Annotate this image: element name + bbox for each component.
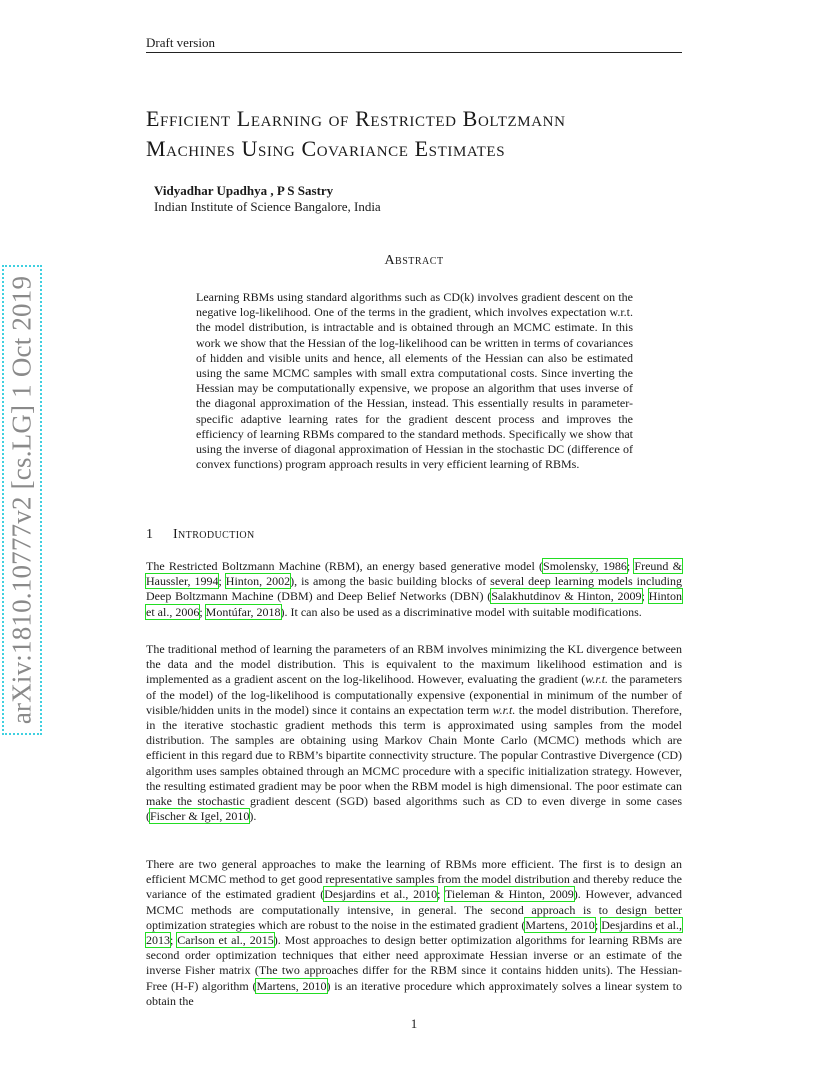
text-run: ;	[626, 559, 635, 573]
emphasis-text: w.r.t.	[585, 672, 609, 687]
citation-link[interactable]: Carlson et al., 2015	[177, 933, 274, 948]
citation-link[interactable]: Freund & Haussler, 1994	[146, 559, 682, 589]
citation-link[interactable]: Desjardins et al., 2010	[324, 887, 438, 902]
paper-title	[146, 104, 706, 164]
citation-link[interactable]: Hinton et al., 2006	[146, 589, 682, 619]
citation-link[interactable]: Salakhutdinov & Hinton, 2009	[491, 589, 642, 604]
text-run: ). However, advanced MCMC methods are computationally intensive, in general. The second approach is to design better optimization strategies which are robust to the noise in the estimated gradient (	[146, 887, 682, 932]
text-run: ). Most approaches to design better optimization algorithms for learning RBMs are second order optimization techniques that either need approximate Hessian inverse or an estimate of the inverse Fisher matrix (The two approaches differ for the RBM since it contains hidden units). The Hessian-Free (H-F) algorithm (	[146, 933, 682, 993]
text-run: ;	[594, 917, 602, 932]
text-run: The traditional method of learning the parameters of an RBM involves minimizing the KL divergence between the data and the model distribution. This is equivalent to the maximum likelihood estimation and is implemented as a gradient ascent on the log-likelihood. However, evaluating the gradient (	[146, 642, 682, 687]
citation-link[interactable]: Hinton, 2002	[225, 574, 291, 589]
intro-paragraph-2	[146, 642, 682, 824]
text-run: The Restricted Boltzmann Machine (RBM), an energy based generative model (	[146, 559, 544, 573]
abstract-body: Learning RBMs using standard algorithms such as CD(k) involves gradient descent on the negative log-likelihood. One of the terms in the gradient, which involves expectation w.r.t. the model distribution, is intractable and is obtained through an MCMC estimate. In this work we show that the Hessian of the log-likelihood can be written in terms of covariances of hidden and visible units and hence, all elements of the Hessian can also be estimated using the same MCMC samples with small extra computational costs. Since inverting the Hessian may be computationally expensive, we propose an algorithm that uses inverse of the diagonal approximation of the Hessian, instead. This essentially results in parameter-specific adaptive learning rates for the gradient descent process and improves the efficiency of learning RBMs compared to the standard methods. Specifically we show that using the inverse of diagonal approximation of Hessian in the stochastic DC (difference of convex functions) program approach results in very efficient learning of RBMs.	[196, 290, 633, 472]
text-run: ;	[641, 589, 649, 604]
citation-link[interactable]: Tieleman & Hinton, 2009	[444, 887, 574, 902]
text-run: ), is among the basic building blocks of several deep learning models including Deep Boltzmann Machine (DBM) and Deep Belief Networks (DBN) (	[146, 574, 682, 604]
header-rule	[146, 52, 682, 53]
intro-paragraph-1	[146, 559, 682, 620]
title-line-2: Machines Using Covariance Estimates	[146, 136, 506, 161]
text-run: There are two general approaches to make the learning of RBMs more efficient. The first is to design an efficient MCMC method to get good representative samples from the model distribution and thereby reduce the variance of the estimated gradient (	[146, 857, 682, 902]
authors: Vidyadhar Upadhya , P S Sastry	[154, 183, 334, 198]
text-run: ).	[249, 809, 257, 824]
citation-link[interactable]: Martens, 2010	[525, 917, 595, 932]
citation-link[interactable]: Montúfar, 2018	[205, 604, 281, 619]
text-run: ) is an iterative procedure which approximately solves a linear system to obtain the	[146, 978, 682, 1008]
running-header: Draft version	[146, 35, 215, 50]
affiliation: Indian Institute of Science Bangalore, India	[154, 199, 381, 214]
emphasis-text: w.r.t.	[492, 702, 516, 717]
text-run: ;	[437, 887, 445, 902]
page-number: 1	[410, 1016, 418, 1031]
title-line-1: Efficient Learning of Restricted Boltzmann	[146, 106, 566, 131]
citation-link[interactable]: Fischer & Igel, 2010	[150, 809, 250, 824]
text-run: the model distribution. Therefore, in the iterative stochastic gradient methods this term is approximated using samples from the model distribution. The samples are obtaining using Markov Chain Monte Carlo (MCMC) methods which are efficient in this regard due to RBM’s bipartite connectivity structure. The popular Contrastive Divergence (CD) algorithm uses samples obtained through an MCMC procedure with a specific initialization strategy. However, the resulting estimated gradient may be poor when the RBM model is high dimensional. The poor estimate can make the stochastic gradient descent (SGD) based algorithms such as CD to even diverge in some cases (	[146, 702, 682, 824]
abstract-heading: Abstract	[384, 253, 444, 268]
text-run: ;	[199, 604, 206, 619]
citation-link[interactable]: Smolensky, 1986	[543, 559, 627, 573]
arxiv-side-stamp[interactable]	[2, 265, 42, 735]
text-run: the parameters of the model) of the log-likelihood is computationally expensive (exponential in minimum of the number of visible/hidden units in the model) since it contains an expectation term	[146, 672, 683, 717]
intro-paragraph-3	[146, 857, 682, 1009]
text-run: ;	[170, 933, 178, 948]
citation-link[interactable]: Martens, 2010	[256, 978, 327, 993]
section-number: 1	[146, 527, 153, 542]
text-run: ). It can also be used as a discriminative model with suitable modifications.	[280, 604, 642, 619]
arxiv-identifier[interactable]: arXiv:1810.10777v2 [cs.LG] 1 Oct 2019	[6, 275, 37, 725]
text-run: ;	[218, 574, 226, 589]
section-title: Introduction	[173, 527, 255, 542]
citation-link[interactable]: Desjardins et al., 2013	[146, 917, 682, 948]
